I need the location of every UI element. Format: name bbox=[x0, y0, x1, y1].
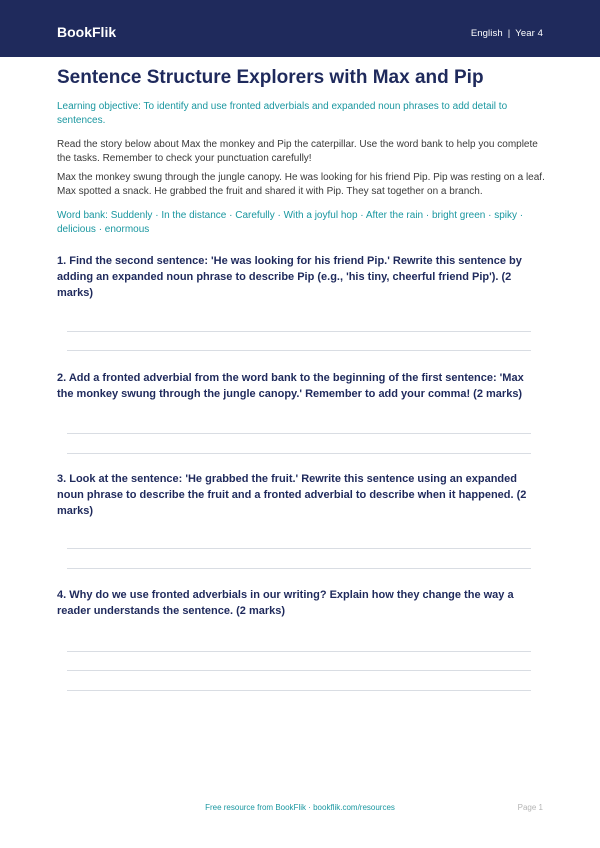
header-separator: | bbox=[507, 28, 511, 39]
question-1: 1. Find the second sentence: 'He was looking for his friend Pip.' Rewrite this sentence by adding an expanded noun phrase to describe Pip (e.g., 'his tiny, cheerful friend Pip'). (2 marks) bbox=[57, 255, 522, 299]
question-3: 3. Look at the sentence: 'He grabbed the fruit.' Rewrite this sentence using an expanded noun phrase to describe the fruit and a fronted adverbial to describe when it happened. (2 marks) bbox=[57, 473, 527, 517]
header-subject-year bbox=[471, 28, 543, 39]
answer-line[interactable] bbox=[67, 670, 531, 671]
answer-line[interactable] bbox=[67, 331, 531, 332]
question-4: 4. Why do we use fronted adverbials in our writing? Explain how they change the way a reader understands the sentence. (2 marks) bbox=[57, 589, 514, 617]
page-number: Page 1 bbox=[517, 803, 543, 812]
answer-line[interactable] bbox=[67, 453, 531, 454]
question-2: 2. Add a fronted adverbial from the word bank to the beginning of the first sentence: 'Max the monkey swung through the jungle canopy.' Remember to add your comma! (2 marks) bbox=[57, 372, 524, 400]
answer-line[interactable] bbox=[67, 651, 531, 652]
answer-line[interactable] bbox=[67, 568, 531, 569]
story-text: Max the monkey swung through the jungle canopy. He was looking for his friend Pip. Pip was resting on a leaf. Max spotted a snack. He grabbed the fruit and shared it with Pip. They sat together on a branch. bbox=[57, 172, 545, 197]
worksheet-title: Sentence Structure Explorers with Max and Pip bbox=[57, 67, 484, 88]
answer-line[interactable] bbox=[67, 350, 531, 351]
subject-label: English bbox=[470, 28, 503, 39]
footer-resource-link[interactable]: Free resource from BookFlik · bookflik.com/resources bbox=[205, 803, 395, 812]
learning-objective: Learning objective: To identify and use fronted adverbials and expanded noun phrases to add detail to sentences. bbox=[57, 101, 508, 126]
year-label: Year 4 bbox=[515, 28, 543, 39]
instructions-text: Read the story below about Max the monkey and Pip the caterpillar. Use the word bank to help you complete the tasks. Remember to check your punctuation carefully! bbox=[57, 139, 538, 164]
brand-logo-text: BookFlik bbox=[57, 24, 117, 40]
answer-line[interactable] bbox=[67, 548, 531, 549]
answer-line[interactable] bbox=[67, 433, 531, 434]
word-bank: Word bank: Suddenly · In the distance · Carefully · With a joyful hop · After the rain · bright green · spiky · delicious · enormous bbox=[57, 210, 524, 235]
answer-line[interactable] bbox=[67, 690, 531, 691]
page-header bbox=[0, 0, 600, 57]
